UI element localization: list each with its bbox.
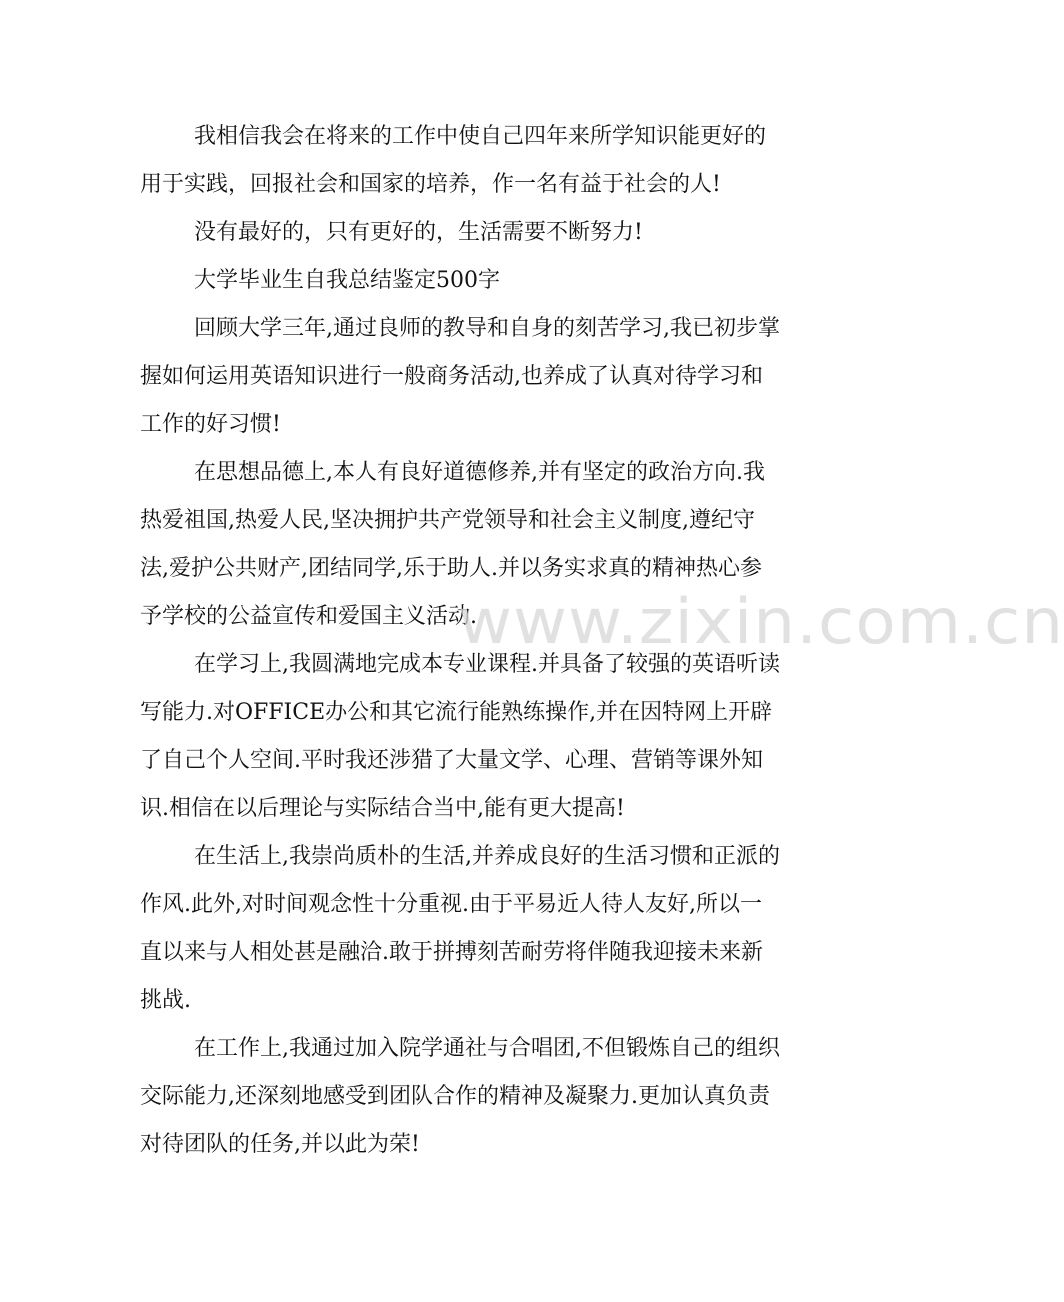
section-title: 大学毕业生自我总结鉴定500字	[194, 268, 500, 293]
paragraph-motto: 没有最好的，只有更好的，生活需要不断努力!	[194, 220, 643, 245]
document-body	[140, 113, 780, 1169]
paragraph-work: 在工作上,我通过加入院学通社与合唱团,不但锻炼自己的组织交际能力,还深刻地感受到团队合作的精神及凝聚力.更加认真负责对待团队的任务,并以此为荣!	[140, 1036, 780, 1157]
watermark-logo: www.zixin.com.cn	[458, 584, 1064, 659]
paragraph-life: 在生活上,我崇尚质朴的生活,并养成良好的生活习惯和正派的作风.此外,对时间观念性十分重视.由于平易近人待人友好,所以一直以来与人相处甚是融洽.敢于拼搏刻苦耐劳将伴随我迎接未来新挑战.	[140, 844, 780, 1013]
paragraph-review: 回顾大学三年,通过良师的教导和自身的刻苦学习,我已初步掌握如何运用英语知识进行一般商务活动,也养成了认真对待学习和工作的好习惯!	[140, 316, 780, 437]
paragraph-closing-statement: 我相信我会在将来的工作中使自己四年来所学知识能更好的用于实践，回报社会和国家的培养，作一名有益于社会的人!	[140, 124, 767, 197]
paragraph-study: 在学习上,我圆满地完成本专业课程.并具备了较强的英语听读写能力.对OFFICE办公和其它流行能熟练操作,并在因特网上开辟了自己个人空间.平时我还涉猎了大量文学、心理、营销等课外知识.相信在以后理论与实际结合当中,能有更大提高!	[140, 652, 780, 821]
paragraph-ideology: 在思想品德上,本人有良好道德修养,并有坚定的政治方向.我热爱祖国,热爱人民,坚决拥护共产党领导和社会主义制度,遵纪守法,爱护公共财产,团结同学,乐于助人.并以务实求真的精神热心参予学校的公益宣传和爱国主义活动.	[140, 460, 765, 629]
